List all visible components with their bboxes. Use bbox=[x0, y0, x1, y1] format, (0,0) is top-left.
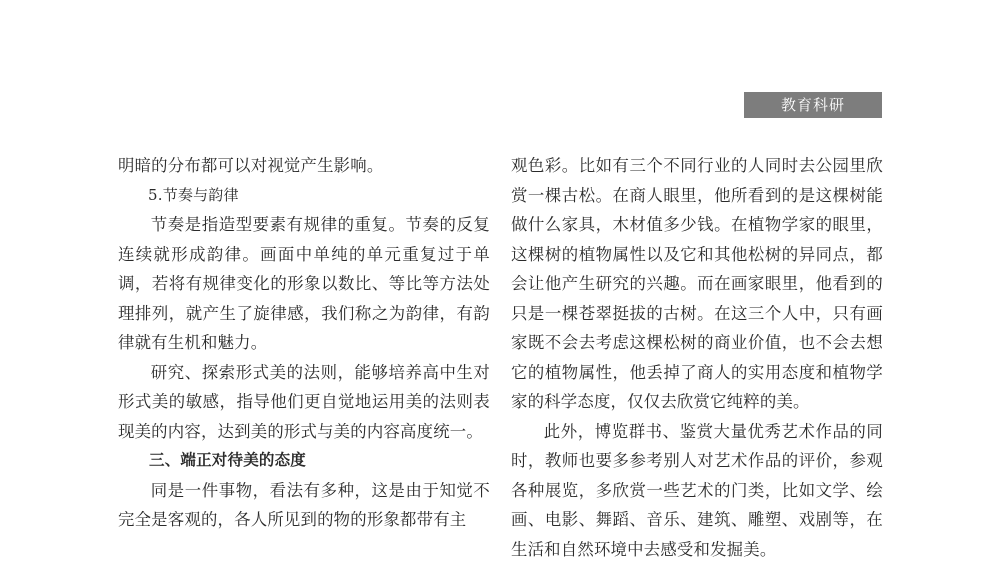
section-tag: 教育科研 bbox=[744, 92, 882, 118]
paragraph: 明暗的分布都可以对视觉产生影响。 bbox=[118, 156, 384, 175]
subheading: 5.节奏与韵律 bbox=[148, 185, 239, 204]
paragraph: 观色彩。比如有三个不同行业的人同时去公园里欣赏一棵古松。在商人眼里，他所看到的是这棵树能做什么家具，木材值多少钱。在植物学家的眼里，这棵树的植物属性以及它和其他松树的异同点，都会让他产生研究的兴趣。而在画家眼里，他看到的只是一棵苍翠挺拔的古树。在这三个人中，只有画家既不会去考虑这棵松树的商业价值，也不会去想它的植物属性，他丢掉了商人的实用态度和植物学家的科学态度，仅仅去欣赏它纯粹的美。 bbox=[511, 156, 883, 411]
section-heading: 三、端正对待美的态度 bbox=[149, 451, 307, 469]
paragraph: 研究、探索形式美的法则，能够培养高中生对形式美的敏感，指导他们更自觉地运用美的法则表现美的内容，达到美的形式与美的内容高度统一。 bbox=[118, 362, 490, 441]
paragraph: 同是一件事物，看法有多种，这是由于知觉不完全是客观的，各人所见到的物的形象都带有主 bbox=[118, 480, 490, 529]
right-column bbox=[511, 151, 883, 564]
paragraph: 节奏是指造型要素有规律的重复。节奏的反复连续就形成韵律。画面中单纯的单元重复过于单调，若将有规律变化的形象以数比、等比等方法处理排列，就产生了旋律感，我们称之为韵律，有韵律就有生机和魅力。 bbox=[118, 215, 490, 352]
left-column bbox=[118, 151, 490, 535]
paragraph: 此外，博览群书、鉴赏大量优秀艺术作品的同时，教师也要多参考别人对艺术作品的评价，参观各种展览，多欣赏一些艺术的门类，比如文学、绘画、电影、舞蹈、音乐、建筑、雕塑、戏剧等，在生活和自然环境中去感受和发掘美。 bbox=[511, 421, 883, 559]
